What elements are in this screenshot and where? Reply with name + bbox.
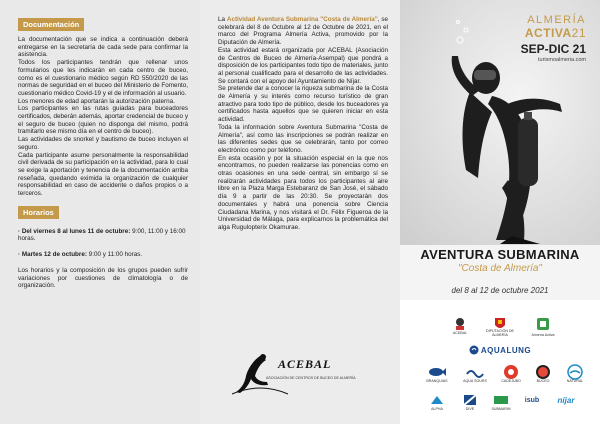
sponsor-logo-label: BUCEO <box>536 379 550 383</box>
sponsor-logo-label: AQUALUNG <box>480 345 532 355</box>
doc-paragraph: La documentación que se indica a continuación deberá entregarse en la secretaría de cada sede para confirmar la asistencia. <box>18 36 188 59</box>
sponsor-logo <box>528 312 558 336</box>
sponsor-logo <box>422 390 452 410</box>
cover-title: AVENTURA SUBMARINA <box>420 247 580 262</box>
body-paragraph: Se pretende dar a conocer la riqueza submarina de la Costa de Almería y su interés como recurso turístico de gran atractivo para todo tipo de público, desde los buceadores ya certificados hasta aquellos que se quieren iniciar en esta actividad. <box>218 85 388 124</box>
doc-paragraph: Todos los participantes tendrán que rellenar unos formularios que les indicarán en cada centro de buceo, como es el cuestionario médico según RD 550/2020 de las normas de seguridad en el buceo del Ministerio de Fomento, cuestionario médico Covid-19 y el de información al usuario. <box>18 59 188 97</box>
body-paragraph: Toda la información sobre Aventura Submarina "Costa de Almería", así como las inscripciones se podrán realizar en las diferentes sedes que se celebrarán, tanto por correo electrónico como por teléfono. <box>218 123 388 154</box>
dive-flag-icon <box>463 394 477 406</box>
acebal-name: ACEBAL <box>278 357 332 371</box>
cadejubo-badge-icon <box>503 364 519 380</box>
branquias-fish-icon <box>428 366 446 378</box>
hours-item-label: · Del viernes 8 al lunes 11 de octubre: <box>18 227 131 235</box>
intro-post: , se celebrará del 8 de Octubre al 12 de Octubre de 2021, en el marco del Programa Almería Activa, promovido por la Diputación de Almería. <box>218 16 388 47</box>
aqualung-icon <box>469 345 479 355</box>
almeria-activa-icon <box>536 317 550 331</box>
sponsor-logos <box>400 300 600 424</box>
documentation-heading: Documentación <box>18 18 84 31</box>
sponsor-logo-label: isub <box>524 396 540 404</box>
natural-wave-icon <box>567 364 583 380</box>
hours-item-value: 9:00, 11:00 y 16:00 horas. <box>18 227 186 243</box>
hours-item-value: 9:00 y 11:00 horas. <box>86 251 143 259</box>
intro-pre: La <box>218 16 227 23</box>
submarin-icon <box>493 394 509 406</box>
doc-paragraph: Cada participante asume personalmente la responsabilidad civil derivada de su participación en la actividad, para lo cual se exige la aportación y tenencia de la documentación arriba reseñada, quedando eximida la organización de cualquier responsabilidad en caso de accidente o daños propios o a terceros. <box>18 151 188 198</box>
brand-program <box>521 26 586 40</box>
brand-url: turismoalmeria.com <box>538 57 586 63</box>
body-paragraph: Esta actividad estará organizada por ACEBAL (Asociación de Centros de Buceo de Almería-Asempal) que pondrá a disposición de los participantes todo tipo de materiales, junto al personal cualificado para el desarrollo de las actividades. Se contará con el apoyo del Ayuntamiento de Níjar. <box>218 46 388 85</box>
cover-column <box>400 0 600 424</box>
brand-program-name: ACTIVA <box>524 26 572 40</box>
sponsor-logo-label: DIVE <box>465 407 475 411</box>
sponsor-logo <box>448 314 472 334</box>
alpha-diver-icon <box>429 394 445 406</box>
cover-subtitle: "Costa de Almería" <box>458 263 542 274</box>
sponsor-logo-label: Almería Activa <box>531 333 555 337</box>
sponsor-logo <box>462 344 538 356</box>
doc-paragraph: Las actividades de snorkel y bautismo de buceo incluyen el seguro. <box>18 136 188 151</box>
intro-paragraph <box>218 16 388 47</box>
sponsor-logo-label: ALPHA <box>431 407 443 411</box>
aqua-sours-icon <box>466 366 484 378</box>
hours-heading: Horarios <box>18 206 59 219</box>
almeria-activa-brand <box>521 14 586 63</box>
sponsor-logo <box>460 362 490 382</box>
body-paragraph: En esta ocasión y por la situación especial en la que nos encontramos, no pueden realizarse las ponencias como en otras ocasiones en una sede central, sin embargo sí se realizarán actividades para todos los participantes al aire libre en la Plaza Marga Estebaranz de San José, el sábado día 9 a partir de las 20:30. Se proyectarán dos documentales y habrá una ponencia sobre Ciencia Ciudadana Marina, y nos visitará el Dr. Félix Figueroa de la Universidad de Málaga, para explicarnos la problemática del alga Rugulopterix Okamurae. <box>218 154 388 231</box>
sponsor-logo-label: ACEBAL <box>452 331 468 335</box>
buceo-badge-icon <box>535 364 551 380</box>
diver-hero-image <box>400 0 600 245</box>
sponsor-logo-label: AQUA SOURS <box>463 379 487 383</box>
hours-note: Los horarios y la composición de los grupos pueden sufrir variaciones por cuestiones de climatología o de organización. <box>18 266 188 290</box>
sponsor-logo-label: BRANQUIAS <box>426 379 448 383</box>
sponsor-logo-label: NATURAL <box>566 379 584 383</box>
sponsor-logo <box>422 362 452 382</box>
sponsor-logo <box>550 390 582 410</box>
acebal-small-icon <box>452 317 468 331</box>
doc-paragraph: Los participantes en las rutas guiadas para buceadores certificados, deberán además, aportar credencial de buceo y el seguro de buceo (quien no disponga del mismo, podrá tramitarlo ese mismo día en el centro de buceo). <box>18 105 188 136</box>
sponsor-logo <box>562 362 588 382</box>
sponsor-logo-label: DIPUTACIÓN DE ALMERÍA <box>486 329 514 337</box>
left-column <box>0 0 200 424</box>
cover-title-block <box>400 247 600 295</box>
brand-year: 21 <box>571 26 586 40</box>
hours-item <box>18 228 188 243</box>
sponsor-logo <box>498 362 524 382</box>
sponsor-logo-label: CADEJUBO <box>501 379 521 383</box>
brand-dates: SEP-DIC 21 <box>520 42 586 56</box>
sponsor-logo <box>458 390 482 410</box>
activity-name: Actividad Aventura Submarina "Costa de Almería" <box>226 16 378 23</box>
sponsor-logo-label: níjar <box>557 395 575 405</box>
hours-item <box>18 251 188 259</box>
sponsor-logo <box>520 390 544 410</box>
sponsor-logo <box>482 312 518 336</box>
acebal-logo <box>230 352 356 396</box>
brand-region: ALMERÍA <box>527 14 586 26</box>
sponsor-logo <box>488 390 514 410</box>
cover-dates: del 8 al 12 de octubre 2021 <box>451 286 549 295</box>
sponsor-logo <box>530 362 556 382</box>
acebal-subtitle: ASOCIACIÓN DE CENTROS DE BUCEO DE ALMERÍA <box>266 376 356 380</box>
doc-paragraph: Los menores de edad aportarán la autorización paterna. <box>18 97 175 105</box>
hours-item-label: · Martes 12 de octubre: <box>18 251 87 259</box>
sponsor-logo-label: SUBMARIN <box>491 407 511 411</box>
